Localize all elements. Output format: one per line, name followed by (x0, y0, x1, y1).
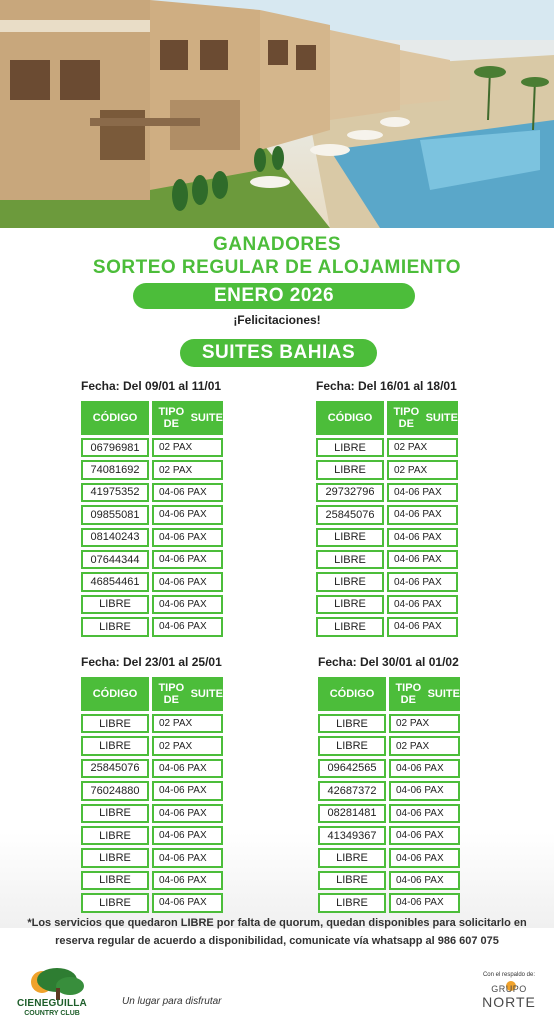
period-block (316, 379, 458, 637)
winner-code: 42687372 (318, 781, 386, 800)
table-row (81, 848, 223, 867)
winner-code: 25845076 (316, 505, 384, 524)
winner-code: 25845076 (81, 759, 149, 778)
hero-photo (0, 0, 554, 228)
suite-type: 02 PAX (152, 714, 223, 733)
suite-type: 04-06 PAX (389, 804, 460, 823)
suite-type: 02 PAX (152, 736, 223, 755)
header-suite-type-line2: SUITE (190, 688, 223, 700)
winner-code: LIBRE (81, 826, 149, 845)
title-draw: SORTEO REGULAR DE ALOJAMIENTO (92, 257, 462, 278)
period-date: Fecha: Del 23/01 al 25/01 (81, 655, 222, 669)
table-row (81, 804, 223, 823)
table-row (81, 826, 223, 845)
suite-type: 02 PAX (387, 438, 458, 457)
header-code: CÓDIGO (318, 677, 386, 711)
group-name-line1: GRUPO (491, 984, 527, 994)
suite-type: 04-06 PAX (389, 893, 460, 912)
table-row (316, 438, 458, 457)
suite-type: 04-06 PAX (387, 617, 458, 636)
suite-type: 04-06 PAX (152, 759, 223, 778)
table-row (316, 460, 458, 479)
winner-code: 41349367 (318, 826, 386, 845)
table-row (316, 483, 458, 502)
winner-code: LIBRE (318, 893, 386, 912)
winner-code: LIBRE (316, 617, 384, 636)
period-date: Fecha: Del 30/01 al 01/02 (318, 655, 459, 669)
title-winners: GANADORES (212, 234, 341, 255)
table-row (318, 871, 460, 890)
suite-type: 04-06 PAX (152, 781, 223, 800)
header-suite-type (152, 677, 223, 711)
brand-subtitle: COUNTRY CLUB (24, 1010, 80, 1017)
header-suite-type (387, 401, 458, 435)
suite-type: 02 PAX (152, 438, 223, 457)
winner-code: 06796981 (81, 438, 149, 457)
table-row (81, 893, 223, 912)
table-row (81, 617, 223, 636)
header-code: CÓDIGO (316, 401, 384, 435)
table-row (81, 781, 223, 800)
header-suite-type-line1: TIPO DE (393, 406, 420, 430)
winner-code: 08140243 (81, 528, 149, 547)
table-row (81, 528, 223, 547)
header-suite-type (152, 401, 223, 435)
suite-type: 04-06 PAX (387, 483, 458, 502)
winner-code: LIBRE (81, 848, 149, 867)
header-suite-type-line1: TIPO DE (158, 406, 185, 430)
suite-type: 02 PAX (387, 460, 458, 479)
period-date: Fecha: Del 09/01 al 11/01 (81, 379, 222, 393)
suite-type: 02 PAX (389, 714, 460, 733)
winners-table (316, 401, 458, 637)
winner-code: 08281481 (318, 804, 386, 823)
winner-code: LIBRE (81, 804, 149, 823)
winner-code: 09642565 (318, 759, 386, 778)
winner-code: LIBRE (81, 871, 149, 890)
table-row (81, 759, 223, 778)
table-row (318, 781, 460, 800)
header-code: CÓDIGO (81, 677, 149, 711)
winner-code: LIBRE (318, 871, 386, 890)
table-row (81, 871, 223, 890)
period-block (81, 379, 223, 637)
header-suite-type-line2: SUITE (190, 412, 223, 424)
tagline: Un lugar para disfrutar (122, 996, 222, 1007)
suite-type: 04-06 PAX (387, 550, 458, 569)
period-date: Fecha: Del 16/01 al 18/01 (316, 379, 457, 393)
period-block (81, 655, 223, 913)
winner-code: LIBRE (81, 595, 149, 614)
suite-type: 04-06 PAX (152, 572, 223, 591)
suite-type: 04-06 PAX (152, 893, 223, 912)
table-row (318, 893, 460, 912)
backed-by-label: Con el respaldo de: (482, 972, 536, 978)
winner-code: LIBRE (81, 714, 149, 733)
suite-type: 04-06 PAX (152, 505, 223, 524)
table-row (316, 595, 458, 614)
table-row (81, 572, 223, 591)
suite-type: 04-06 PAX (387, 572, 458, 591)
winner-code: 41975352 (81, 483, 149, 502)
suite-type: 04-06 PAX (389, 826, 460, 845)
month-badge: ENERO 2026 (133, 283, 415, 309)
group-name-line2: NORTE (482, 994, 536, 1010)
period-block (318, 655, 460, 913)
table-row (318, 714, 460, 733)
suite-type: 02 PAX (389, 736, 460, 755)
header-suite-type-line2: SUITE (427, 688, 460, 700)
table-row (81, 550, 223, 569)
winner-code: 74081692 (81, 460, 149, 479)
table-row (318, 736, 460, 755)
header-suite-type (389, 677, 460, 711)
winner-code: LIBRE (318, 848, 386, 867)
suite-type: 04-06 PAX (387, 528, 458, 547)
winner-code: LIBRE (316, 595, 384, 614)
table-row (81, 438, 223, 457)
winner-code: LIBRE (81, 736, 149, 755)
suite-type: 04-06 PAX (387, 595, 458, 614)
suite-type: 04-06 PAX (152, 826, 223, 845)
suite-type: 04-06 PAX (152, 848, 223, 867)
table-row (316, 505, 458, 524)
table-row (81, 736, 223, 755)
suite-type: 04-06 PAX (152, 871, 223, 890)
brand-name: CIENEGUILLA (17, 998, 87, 1009)
table-row (81, 595, 223, 614)
winner-code: LIBRE (316, 528, 384, 547)
table-row (81, 460, 223, 479)
winner-code: LIBRE (318, 736, 386, 755)
suite-type: 04-06 PAX (389, 871, 460, 890)
suite-type: 04-06 PAX (152, 528, 223, 547)
suite-category-badge: SUITES BAHIAS (180, 339, 377, 367)
table-row (316, 528, 458, 547)
suite-type: 04-06 PAX (152, 804, 223, 823)
suite-type: 02 PAX (152, 460, 223, 479)
winner-code: LIBRE (81, 617, 149, 636)
suite-type: 04-06 PAX (389, 759, 460, 778)
suite-type: 04-06 PAX (152, 550, 223, 569)
suite-type: 04-06 PAX (389, 848, 460, 867)
suite-type: 04-06 PAX (152, 617, 223, 636)
winner-code: LIBRE (81, 893, 149, 912)
winners-table (81, 677, 223, 913)
table-row (318, 848, 460, 867)
winner-code: LIBRE (316, 438, 384, 457)
winners-table (318, 677, 460, 913)
table-row (318, 759, 460, 778)
winner-code: 76024880 (81, 781, 149, 800)
header-suite-type-line1: TIPO DE (158, 682, 185, 706)
table-row (316, 617, 458, 636)
footer-note: *Los servicios que quedaron LIBRE por falta de quorum, quedan disponibles para solicitarlo en reserva regular de acuerdo a disponibilidad, comunicate vía whatsapp al 986 607 075 (27, 917, 527, 947)
table-row (316, 550, 458, 569)
suite-type: 04-06 PAX (152, 595, 223, 614)
winner-code: LIBRE (316, 460, 384, 479)
winners-table (81, 401, 223, 637)
winner-code: LIBRE (316, 550, 384, 569)
header-suite-type-line1: TIPO DE (395, 682, 422, 706)
suite-type: 04-06 PAX (152, 483, 223, 502)
suite-type: 04-06 PAX (387, 505, 458, 524)
winner-code: LIBRE (318, 714, 386, 733)
table-row (318, 826, 460, 845)
header-code: CÓDIGO (81, 401, 149, 435)
winner-code: 46854461 (81, 572, 149, 591)
table-row (318, 804, 460, 823)
winner-code: LIBRE (316, 572, 384, 591)
congratulations-text: ¡Felicitaciones! (233, 313, 321, 327)
winner-code: 09855081 (81, 505, 149, 524)
winner-code: 29732796 (316, 483, 384, 502)
header-suite-type-line2: SUITE (425, 412, 458, 424)
table-row (81, 483, 223, 502)
winner-code: 07644344 (81, 550, 149, 569)
table-row (316, 572, 458, 591)
table-row (81, 505, 223, 524)
suite-type: 04-06 PAX (389, 781, 460, 800)
table-row (81, 714, 223, 733)
